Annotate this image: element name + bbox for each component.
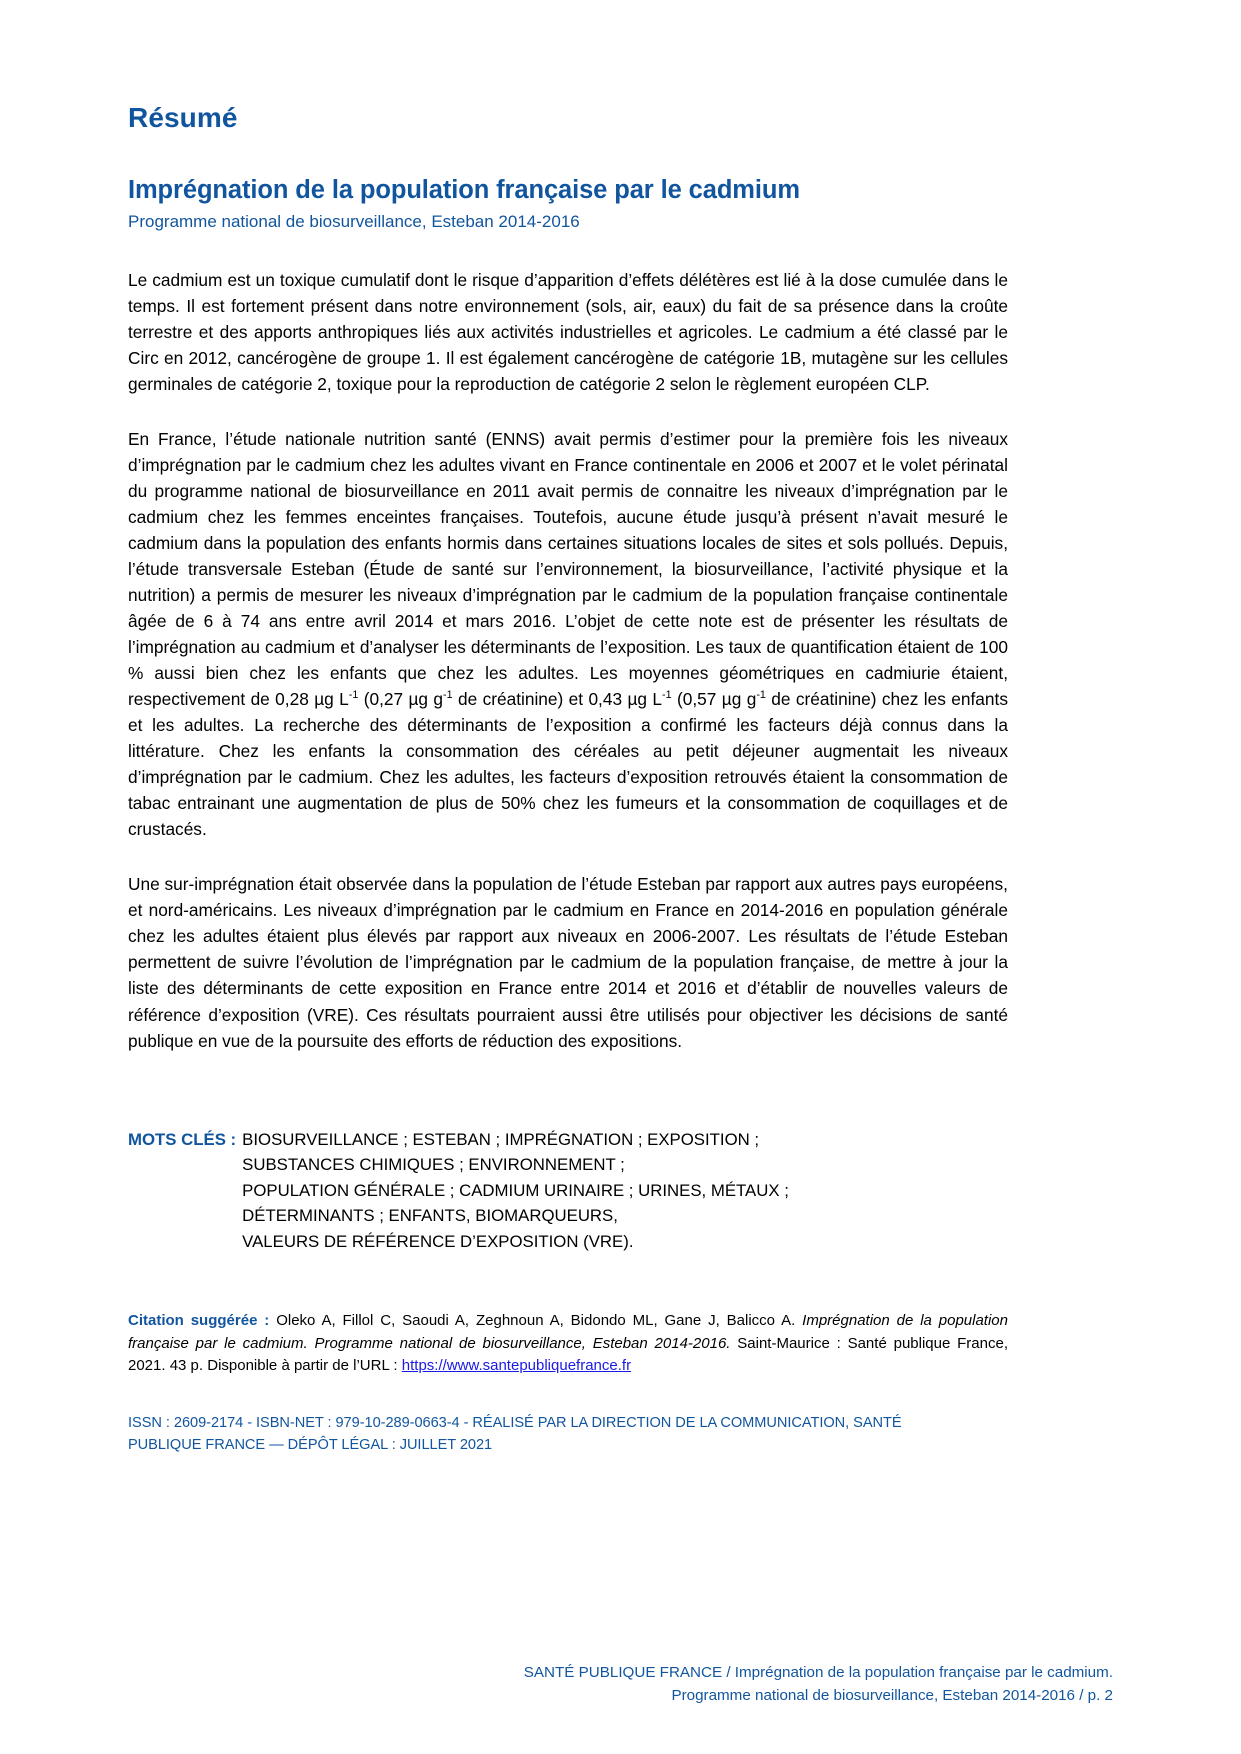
paragraph-2-superscript-1: -1 (348, 689, 359, 702)
paragraph-2-text-d: (0,57 µg g (671, 689, 757, 710)
paragraph-2-text-e: de créatinine) chez les enfants et les adultes. La recherche des déterminants de l’exposition a confirmé les facteurs déjà connus dans la littérature. Chez les enfants la consommation des céréales au petit déjeuner augmentait les niveaux d’imprégnation par le cadmium. Chez les adultes, les facteurs d’exposition retrouvés étaient la consommation de tabac entrainant une augmentation de plus de 50% chez les fumeurs et la consommation de coquillages et de crustacés. (128, 689, 1008, 840)
citation-label: Citation suggérée : (128, 1312, 270, 1330)
keyword-line: POPULATION GÉNÉRALE ; CADMIUM URINAIRE ; URINES, MÉTAUX ; (242, 1180, 789, 1200)
section-title-resume: Résumé (128, 102, 238, 133)
paragraph-2-text-a: En France, l’étude nationale nutrition santé (ENNS) avait permis d’estimer pour la première fois les niveaux d’imprégnation par le cadmium chez les adultes vivant en France continentale en 2006 et 2007 et le volet périnatal du programme national de biosurveillance en 2011 avait permis de connaitre les niveaux d’imprégnation par le cadmium chez les femmes enceintes françaises. Toutefois, aucune étude jusqu’à présent n’avait mesuré le cadmium dans la population des enfants hormis dans certaines situations locales de sites et sols pollués. Depuis, l’étude transversale Esteban (Étude de santé sur l’environnement, la biosurveillance, l’activité physique et la nutrition) a permis de mesurer les niveaux d’imprégnation par le cadmium de la population française continentale âgée de 6 à 74 ans entre avril 2014 et mars 2016. L’objet de cette note est de présenter les résultats de l’imprégnation au cadmium et d’analyser les déterminants de l’exposition. Les taux de quantification étaient de 100 % aussi bien chez les enfants que chez les adultes. Les moyennes géométriques en cadmiurie étaient, respectivement de 0,28 µg L (128, 428, 1008, 710)
issn-line-2: PUBLIQUE FRANCE — DÉPÔT LÉGAL : JUILLET 2021 (128, 1436, 493, 1453)
issn-line-1: ISSN : 2609-2174 - ISBN-NET : 979-10-289-0663-4 - RÉALISÉ PAR LA DIRECTION DE LA COMMUNICATION, SANTÉ (128, 1415, 902, 1432)
keywords-section (128, 1054, 1008, 1255)
footer-line-2: Programme national de biosurveillance, Esteban 2014-2016 / p. 2 (671, 1686, 1113, 1704)
paragraph-2-superscript-3: -1 (662, 689, 672, 702)
paragraph-2-superscript-4: -1 (756, 689, 766, 702)
page-footer (128, 1662, 1113, 1708)
paragraph-3-text: Une sur-imprégnation était observée dans la population de l’étude Esteban par rapport aux autres pays européens, et nord-américains. Les niveaux d’imprégnation par le cadmium en France en 2014-2016 en population générale chez les adultes étaient plus élevés par rapport aux niveaux en 2006-2007. Les résultats de l’étude Esteban permettent de suivre l’évolution de l’imprégnation par le cadmium de la population française, de mettre à jour la liste des déterminants de cette exposition en France entre 2014 et 2016 et d’établir de nouvelles valeurs de référence d’exposition (VRE). Ces résultats pourraient aussi être utilisés pour objectiver les décisions de santé publique en vue de la poursuite des efforts de réduction des expositions. (128, 874, 1008, 1051)
citation-work-title: Imprégnation de la population française par le cadmium. Programme national de biosurveillance, Esteban 2014-2016. (128, 1312, 1008, 1352)
document-content (128, 0, 1008, 1456)
abstract-paragraph-2 (128, 397, 1008, 843)
keywords-label: MOTS CLÉS : (128, 1129, 237, 1149)
document-title: Imprégnation de la population française par le cadmium (128, 176, 800, 204)
keyword-line: DÉTERMINANTS ; ENFANTS, BIOMARQUEURS, (242, 1206, 618, 1226)
suggested-citation (128, 1254, 1008, 1377)
citation-publisher: Saint-Maurice : Santé publique France, 2021. 43 p. Disponible à partir de l’URL : (128, 1334, 1008, 1374)
footer-line-1: SANTÉ PUBLIQUE FRANCE / Imprégnation de la population française par le cadmium. (523, 1664, 1113, 1681)
keywords-row (128, 1127, 1008, 1255)
citation-authors: Oleko A, Fillol C, Saoudi A, Zeghnoun A, Bidondo ML, Gane J, Balicco A. (269, 1312, 803, 1330)
issn-isbn-block (128, 1377, 1008, 1456)
citation-url-link[interactable]: https://www.santepubliquefrance.fr (401, 1356, 632, 1374)
abstract-paragraph-3 (128, 842, 1008, 1053)
paragraph-2-text-c: de créatinine) et 0,43 µg L (452, 689, 663, 710)
keyword-line: BIOSURVEILLANCE ; ESTEBAN ; IMPRÉGNATION ; EXPOSITION ; (242, 1129, 760, 1149)
paragraph-2-text-b: (0,27 µg g (358, 689, 444, 710)
abstract-paragraph-1 (128, 233, 1008, 397)
paragraph-1-text: Le cadmium est un toxique cumulatif dont le risque d’apparition d’effets délétères est lié à la dose cumulée dans le temps. Il est fortement présent dans notre environnement (sols, air, eaux) du fait de sa présence dans la croûte terrestre et des apports anthropiques liés aux activités industrielles et agricoles. Le cadmium a été classé par le Circ en 2012, cancérogène de groupe 1. Il est également cancérogène de catégorie 1B, mutagène sur les cellules germinales de catégorie 2, toxique pour la reproduction de catégorie 2 selon le règlement européen CLP. (128, 269, 1008, 394)
document-subtitle: Programme national de biosurveillance, Esteban 2014-2016 (128, 212, 580, 232)
keyword-line: VALEURS DE RÉFÉRENCE D’EXPOSITION (VRE). (242, 1231, 634, 1251)
keyword-line: SUBSTANCES CHIMIQUES ; ENVIRONNEMENT ; (242, 1155, 625, 1175)
paragraph-2-superscript-2: -1 (443, 689, 453, 702)
keywords-list (242, 1127, 1008, 1255)
